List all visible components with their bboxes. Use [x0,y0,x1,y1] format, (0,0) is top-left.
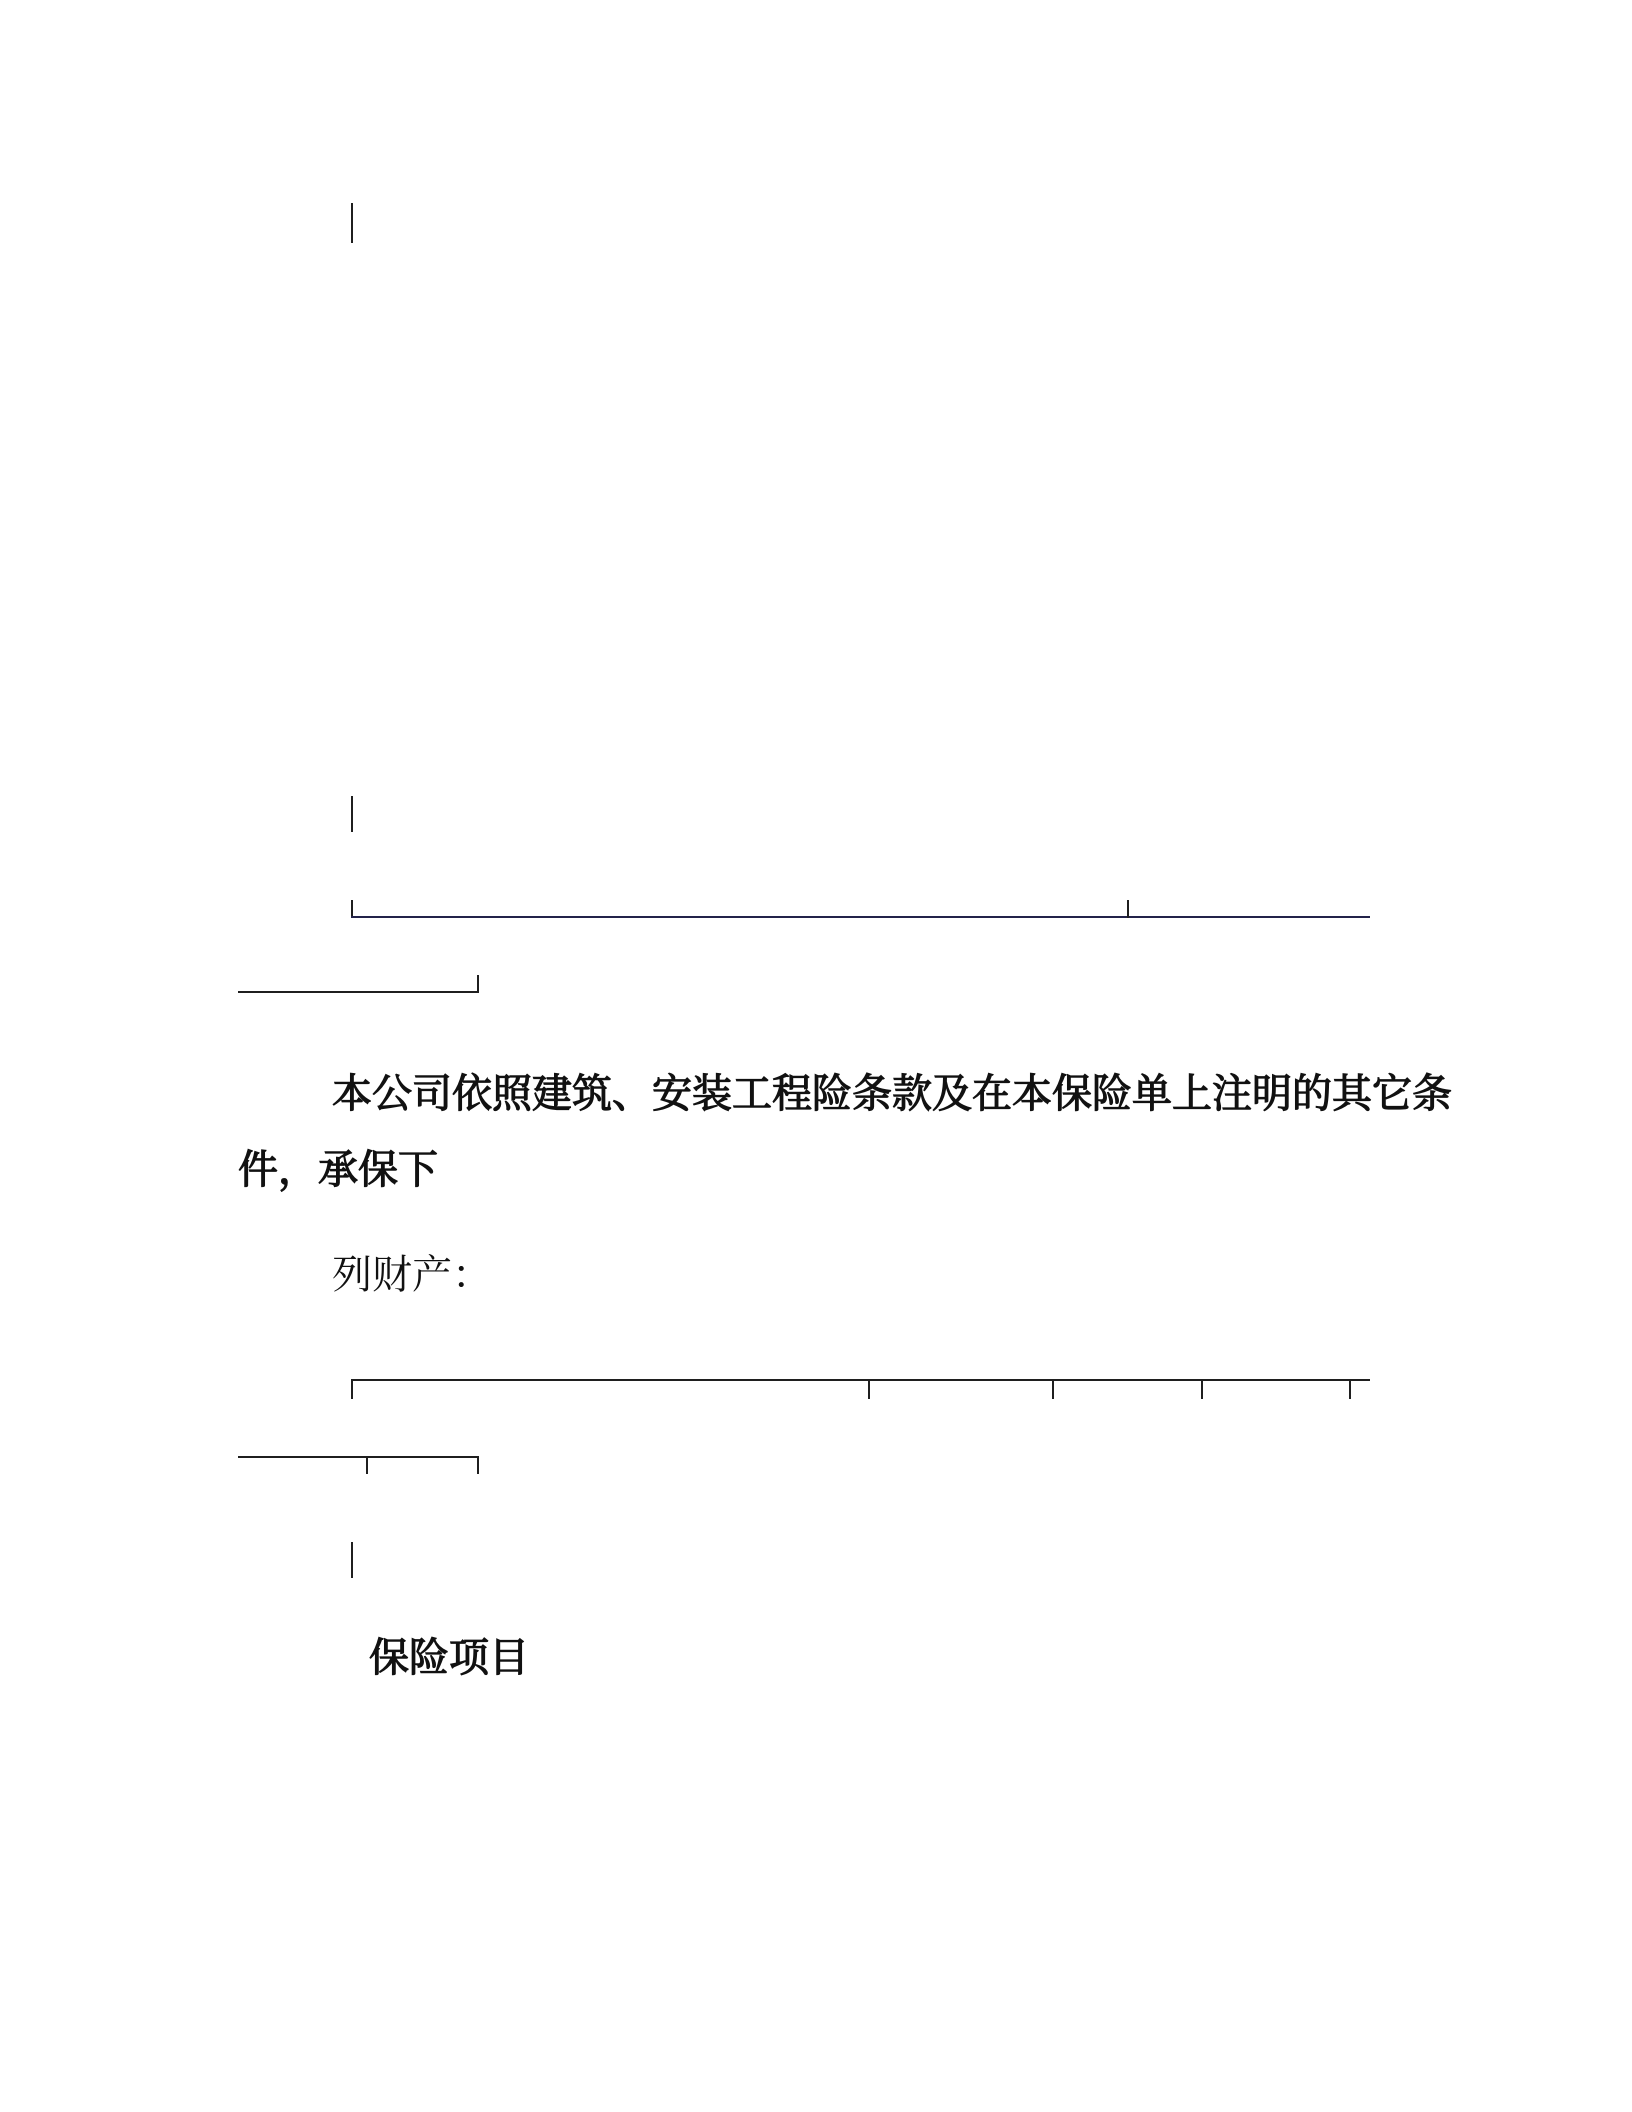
body-text-line-2: 件，承保下 [238,1147,438,1193]
form-rule-tick [477,1456,479,1474]
body-text-line-3: 列财产： [332,1252,492,1298]
form-rule-tick [351,1379,353,1399]
form-rule-lower-marker [351,1542,353,1578]
form-rule-line [351,1379,1370,1381]
form-rule-tick [1349,1379,1351,1399]
form-rule-line [238,1456,479,1458]
form-rule-tick [366,1456,368,1474]
insured-item-label: 保险项目 [369,1635,529,1681]
form-rule-tick [868,1379,870,1399]
form-rule-top-marker [351,203,353,243]
form-rule-line [351,916,1370,918]
form-rule-tick [477,975,479,993]
body-text-line-1: 本公司依照建筑、安装工程险条款及在本保险单上注明的其它条 [332,1071,1452,1117]
form-rule-mid-marker [351,796,353,832]
form-rule-line [238,991,479,993]
form-rule-tick [1127,900,1129,918]
form-rule-tick [1052,1379,1054,1399]
form-rule-tick [1201,1379,1203,1399]
